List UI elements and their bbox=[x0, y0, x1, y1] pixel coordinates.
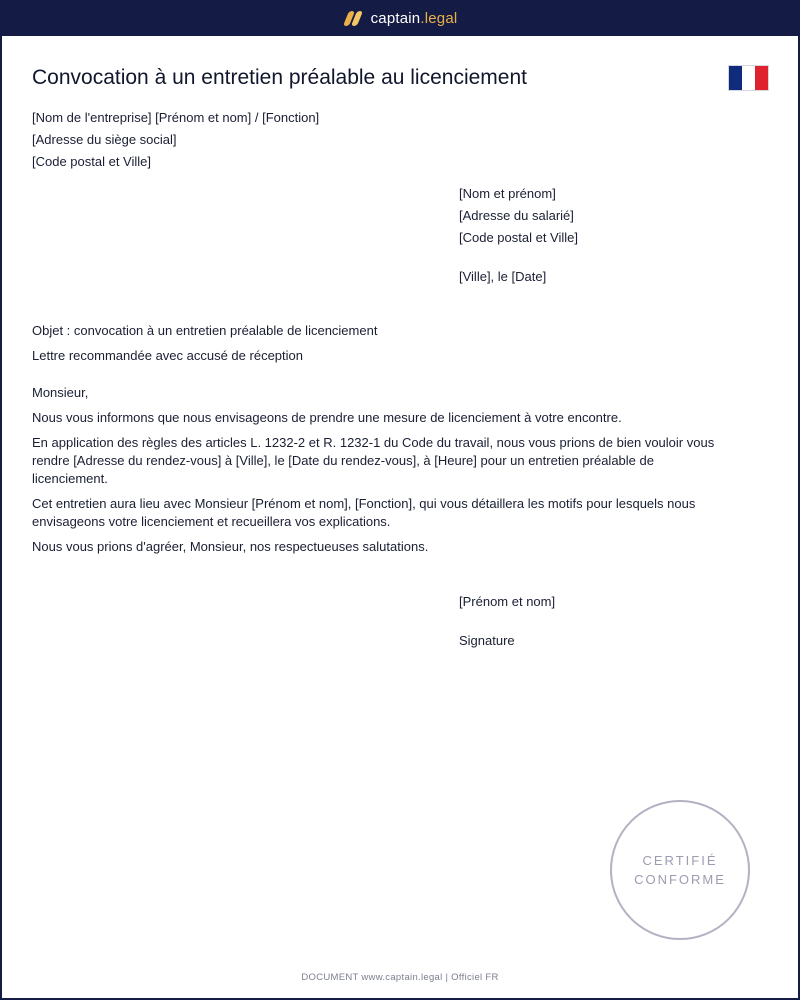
recipient-address bbox=[459, 183, 578, 249]
delivery-mode: Lettre recommandée avec accusé de réception bbox=[32, 348, 303, 363]
recipient-line: [Adresse du salarié] bbox=[459, 208, 574, 223]
subject-line: Objet : convocation à un entretien préalable de licenciement bbox=[32, 323, 378, 338]
recipient-line: [Code postal et Ville] bbox=[459, 230, 578, 245]
subject-block bbox=[32, 320, 377, 370]
date-text: [Ville], le [Date] bbox=[459, 269, 547, 284]
document-title: Convocation à un entretien préalable au licenciement bbox=[32, 66, 527, 89]
signature-label: Signature bbox=[459, 633, 515, 648]
date-line bbox=[459, 266, 546, 288]
body-paragraph: Cet entretien aura lieu avec Monsieur [Prénom et nom], [Fonction], qui vous détaillera les motifs pour lesquels nous envisageons votre licenciement et recueillera vos explications. bbox=[32, 496, 696, 529]
brand-wordmark bbox=[371, 10, 458, 27]
salutation: Monsieur, bbox=[32, 385, 89, 400]
certified-stamp bbox=[610, 800, 750, 940]
footer-text: DOCUMENT www.captain.legal | Officiel FR bbox=[301, 972, 499, 983]
brand-name: captain bbox=[370, 9, 421, 27]
body-paragraph: Nous vous informons que nous envisageons de prendre une mesure de licenciement à votre encontre. bbox=[32, 410, 622, 425]
stamp-line: CERTIFIÉ bbox=[642, 853, 718, 868]
slashes-logo-icon bbox=[343, 10, 363, 26]
top-bar bbox=[0, 0, 800, 36]
france-flag-icon bbox=[728, 65, 769, 91]
sender-line: [Adresse du siège social] bbox=[32, 132, 177, 147]
brand-tld: .legal bbox=[420, 9, 458, 27]
sender-line: [Code postal et Ville] bbox=[32, 154, 151, 169]
letter-body bbox=[32, 384, 732, 563]
sender-line: [Nom de l'entreprise] [Prénom et nom] / [Fonction] bbox=[32, 110, 320, 125]
sender-address bbox=[32, 107, 319, 173]
body-paragraph: Nous vous prions d'agréer, Monsieur, nos respectueuses salutations. bbox=[32, 539, 429, 554]
signature-block bbox=[459, 591, 555, 669]
stamp-line: CONFORME bbox=[634, 872, 726, 887]
signer-name: [Prénom et nom] bbox=[459, 594, 556, 609]
recipient-line: [Nom et prénom] bbox=[459, 186, 556, 201]
brand[interactable] bbox=[343, 10, 458, 27]
body-paragraph: En application des règles des articles L. 1232-2 et R. 1232-1 du Code du travail, nous vous prions de bien vouloir vous rendre [Adresse du rendez-vous] à [Ville], le [Date du rendez-vous], à [Heure] pour un entretien préalable de licenciement. bbox=[32, 435, 715, 486]
